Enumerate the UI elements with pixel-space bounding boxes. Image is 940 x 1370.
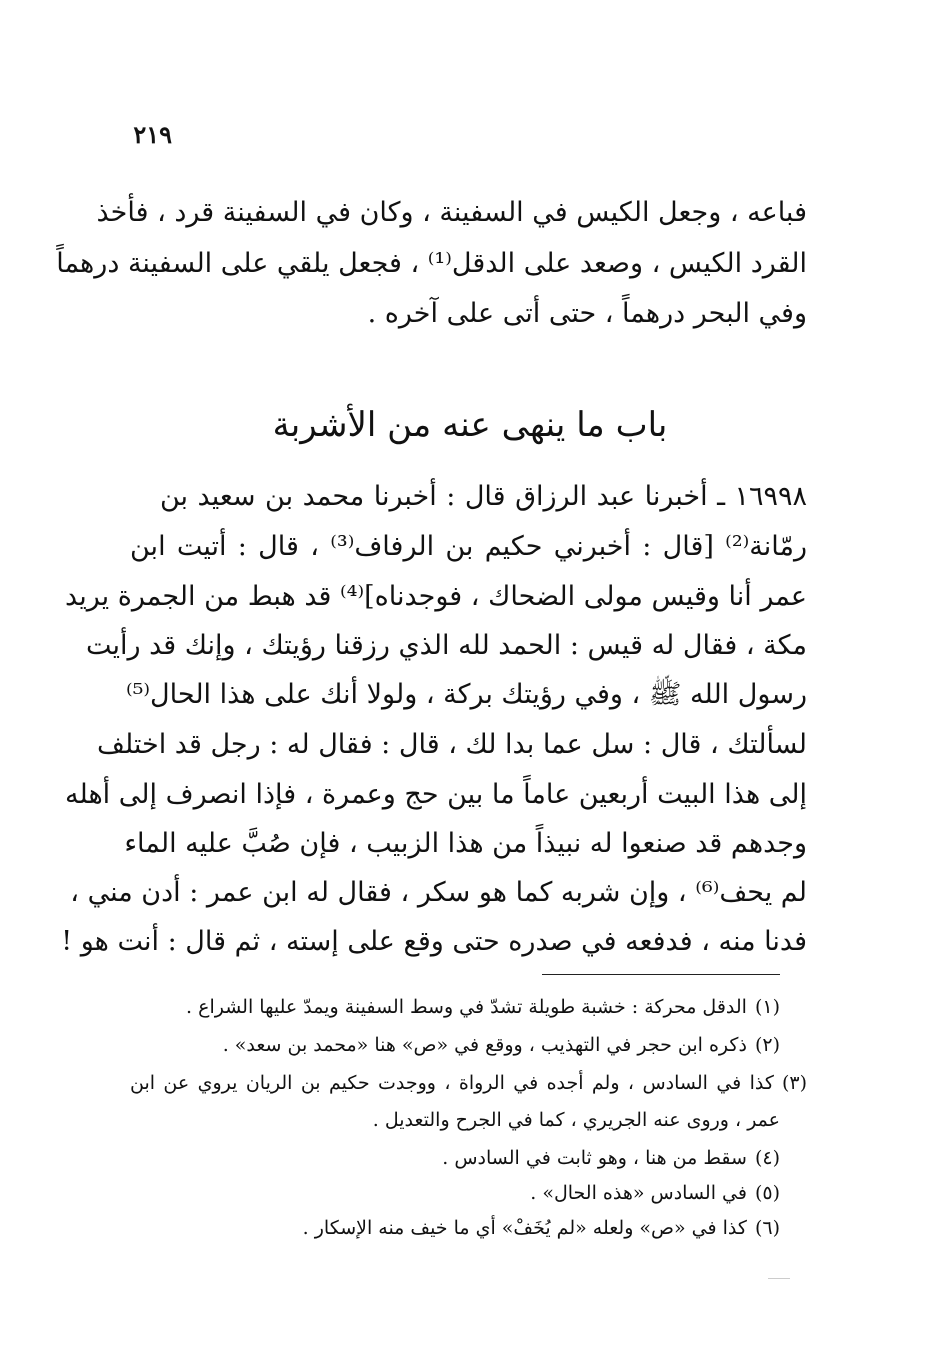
- hadith-line: رمّانة⁽²⁾ [قال : أخبرني حكيم بن الرفاف⁽³⁾ ، قال : أتيت ابن: [130, 531, 807, 562]
- footnote-number: (٤): [754, 1147, 780, 1169]
- intro-line: فباعه ، وجعل الكيس في السفينة ، وكان في السفينة قرد ، فأخذ: [96, 197, 807, 228]
- footnote-3: [130, 1074, 807, 1093]
- page-edge-mark: [768, 1278, 790, 1279]
- footnote-6: [303, 1219, 780, 1238]
- hadith-line: وجدهم قد صنعوا له نبيذاً من هذا الزبيب ، فإن صُبَّ عليه الماء: [124, 828, 807, 859]
- footnote-number: (٦): [754, 1217, 780, 1239]
- footnote-text: سقط من هنا ، وهو ثابت في السادس .: [442, 1147, 747, 1169]
- footnote-4: [442, 1149, 780, 1168]
- page-number: ٢١٩: [133, 120, 172, 149]
- footnote-1: [186, 998, 780, 1017]
- hadith-line: رسول الله ﷺ ، وفي رؤيتك بركة ، ولولا أنك على هذا الحال⁽⁵⁾: [125, 679, 807, 710]
- chapter-heading: باب ما ينهى عنه من الأشربة: [272, 405, 668, 445]
- footnote-5: [530, 1184, 780, 1203]
- hadith-line: لم يحف⁽⁶⁾ ، وإن شربه كما هو سكر ، فقال له ابن عمر : أدن مني ،: [70, 877, 807, 908]
- hadith-line: عمر أنا وقيس مولى الضحاك ، فوجدناه]⁽⁴⁾ قد هبط من الجمرة يريد: [65, 581, 807, 612]
- footnote-text: ذكره ابن حجر في التهذيب ، ووقع في «ص» هنا «محمد بن سعد» .: [222, 1034, 747, 1056]
- hadith-line: لسألتك ، قال : سل عما بدا لك ، قال : فقال له : رجل قد اختلف: [97, 729, 807, 760]
- hadith-line: إلى هذا البيت أربعين عاماً ما بين حج وعمرة ، فإذا انصرف إلى أهله: [65, 779, 807, 810]
- footnote-number: (١): [754, 996, 780, 1018]
- footnote-text: كذا في السادس ، ولم أجده في الرواة ، ووجدت حكيم بن الريان يروي عن ابن: [130, 1072, 774, 1094]
- intro-line: وفي البحر درهماً ، حتى أتى على آخره .: [367, 298, 807, 329]
- footnote-3-continuation: عمر ، وروى عنه الجريري ، كما في الجرح والتعديل .: [372, 1109, 780, 1131]
- hadith-line: ١٦٩٩٨ ـ أخبرنا عبد الرزاق قال : أخبرنا محمد بن سعيد بن: [160, 481, 807, 512]
- footnote-number: (٣): [781, 1072, 807, 1094]
- footnote-number: (٥): [754, 1182, 780, 1204]
- footnote-number: (٢): [754, 1034, 780, 1056]
- footnote-2: [223, 1036, 780, 1055]
- intro-line: القرد الكيس ، وصعد على الدقل⁽¹⁾ ، فجعل يلقي على السفينة درهماً: [56, 248, 807, 279]
- footnote-text: كذا في «ص» ولعله «لم يُخَفْ» أي ما خيف منه الإسكار .: [302, 1217, 747, 1239]
- footnote-rule: [542, 974, 780, 975]
- footnote-text: في السادس «هذه الحال» .: [530, 1182, 747, 1204]
- hadith-line: فدنا منه ، فدفعه في صدره حتى وقع على إسته ، ثم قال : أنت هو !: [61, 926, 807, 957]
- footnote-text: الدقل محركة : خشبة طويلة تشدّ في وسط السفينة ويمدّ عليها الشراع .: [186, 996, 747, 1018]
- hadith-line: مكة ، فقال له قيس : الحمد لله الذي رزقنا رؤيتك ، وإنك قد رأيت: [85, 630, 807, 661]
